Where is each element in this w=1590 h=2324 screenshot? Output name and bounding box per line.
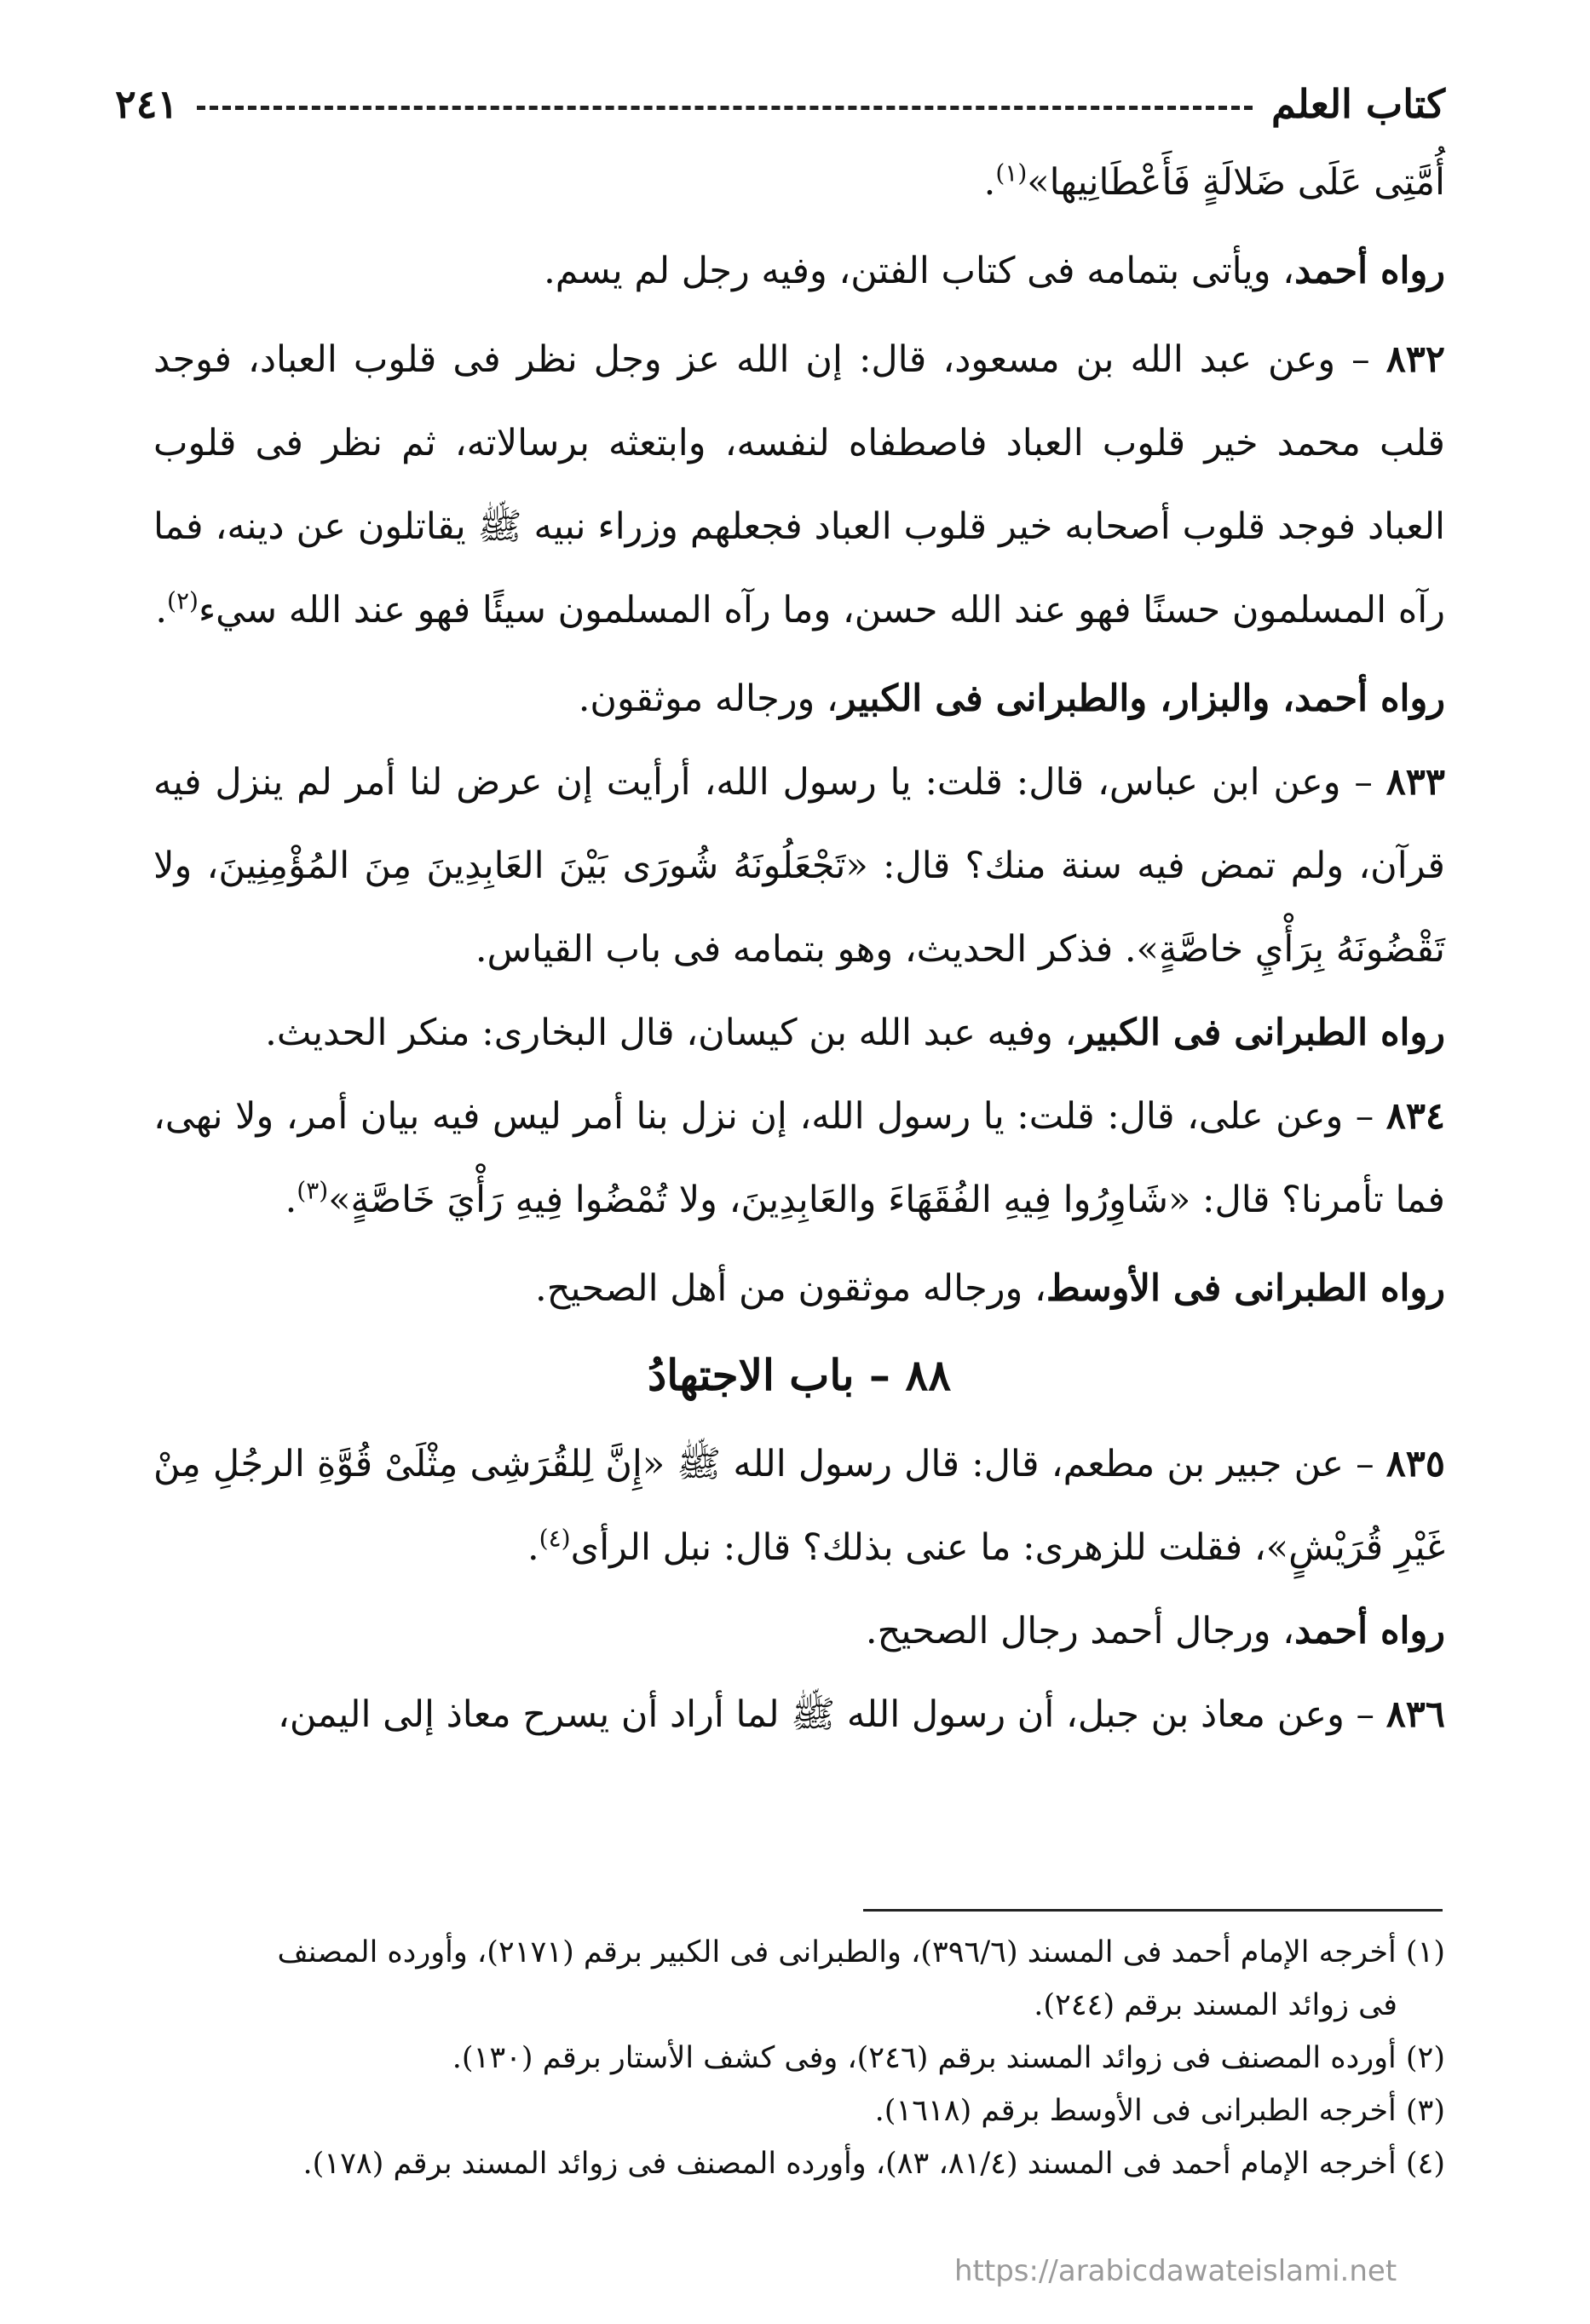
footnote-1 (153, 1926, 1445, 1979)
narration-rest: ، ويأتى بتمامه فى كتاب الفتن، وفيه رجل لم يسم. (544, 250, 1295, 292)
footnote-ref[interactable]: (١) (995, 159, 1028, 187)
narration-rest: ، ورجال أحمد رجال الصحيح. (865, 1610, 1295, 1652)
chapter-heading: ٨٨ – باب الاجتهادُ (647, 1350, 952, 1400)
hadith-text: – وعن معاذ بن جبل، أن رسول الله ﷺ لما أراد أن يسرح معاذ إلى اليمن، (277, 1693, 1375, 1736)
footnote-1-continuation (153, 1979, 1445, 2032)
header-dashed-rule (197, 106, 1253, 110)
hadith-number: ٨٣٣ (1385, 761, 1445, 804)
footnote-text: أورده المصنف فى زوائد المسند برقم (٢٤٦)، وفى كشف الأستار برقم (١٣٠). (452, 2041, 1397, 2075)
footnote-text: أخرجه الإمام أحمد فى المسند (٣٩٦/٦)، والطبرانى فى الكبير برقم (٢١٧١)، وأورده المصنف (277, 1935, 1397, 1969)
footnote-text: أخرجه الطبرانى فى الأوسط برقم (١٦١٨). (874, 2094, 1397, 2128)
hadith-text: – وعن ابن عباس، قال: قلت: يا رسول الله، أرأيت إن عرض لنا أمر لم ينزل فيه قرآن، ولم تمض فيه سنة منك؟ قال: «تَجْعَلُونَهُ شُورَى بَيْنَ العَابِدِينَ مِنَ المُؤْمِنِينَ، ولا تَقْضُونَهُ بِرَأْيِ خاصَّةٍ». فذكر الحديث، وهو بتمامه فى باب القياس. (153, 761, 1445, 971)
hadith-834 (153, 1075, 1445, 1242)
narration-note (153, 657, 1445, 741)
footnote-ref[interactable]: (٤) (539, 1524, 571, 1553)
footnote-number: (٣) (1405, 2094, 1445, 2128)
narrator-source: رواه أحمد (1294, 1610, 1445, 1652)
punct: . (983, 161, 996, 204)
hadith-833 (153, 741, 1445, 991)
narration-note (153, 229, 1445, 313)
running-header (115, 70, 1445, 138)
narrator-source: رواه أحمد، والبزار، والطبرانى فى الكبير (838, 678, 1445, 720)
footnote-ref[interactable]: (٣) (297, 1176, 329, 1205)
footnote-3 (153, 2085, 1445, 2137)
footnote-text: أخرجه الإمام أحمد فى المسند (٨١/٤، ٨٣)، وأورده المصنف فى زوائد المسند برقم (١٧٨). (302, 2147, 1397, 2181)
paragraph-continuation (153, 141, 1445, 224)
quote-text: أُمَّتِى عَلَى ضَلالَةٍ فَأَعْطَانِيها» (1027, 161, 1445, 204)
narrator-source: رواه الطبرانى فى الأوسط (1046, 1267, 1445, 1310)
punct: . (285, 1179, 297, 1221)
punct: . (527, 1526, 539, 1569)
watermark-url: https://arabicdawateislami.net (954, 2254, 1397, 2288)
footnotes (153, 1926, 1445, 2190)
page-number: ٢٤١ (115, 81, 179, 127)
hadith-number: ٨٣٥ (1385, 1443, 1445, 1485)
narrator-source: رواه الطبرانى فى الكبير (1076, 1012, 1445, 1054)
footnote-text: فى زوائد المسند برقم (٢٤٤). (1034, 1988, 1397, 2022)
hadith-text: – عن جبير بن مطعم، قال: قال رسول الله ﷺ «إِنَّ لِلقُرَشِى مِثْلَىْ قُوَّةِ الرجُلِ مِنْ غَيْرِ قُرَيْشٍ»، فقلت للزهرى: ما عنى بذلك؟ قال: نبل الرأى (153, 1443, 1445, 1569)
hadith-text: – وعن عبد الله بن مسعود، قال: إن الله عز وجل نظر فى قلوب العباد، فوجد قلب محمد خير قلوب العباد فاصطفاه لنفسه، وابتعثه برسالاته، ثم نظر فى قلوب العباد فوجد قلوب أصحابه خير قلوب العباد فجعلهم وزراء نبيه ﷺ يقاتلون عن دينه، فما رآه المسلمون حسنًا فهو عند الله حسن، وما رآه المسلمون سيئًا فهو عند الله سيء (153, 338, 1445, 631)
hadith-835 (153, 1422, 1445, 1589)
main-text (153, 141, 1445, 1756)
hadith-836 (153, 1673, 1445, 1756)
hadith-832 (153, 318, 1445, 652)
hadith-number: ٨٣٤ (1385, 1095, 1446, 1138)
narration-note (153, 1589, 1445, 1673)
footnote-separator (863, 1909, 1443, 1912)
narration-rest: ، ورجاله موثقون من أهل الصحيح. (535, 1267, 1046, 1310)
hadith-number: ٨٣٦ (1385, 1693, 1445, 1736)
footnote-number: (٤) (1405, 2147, 1445, 2181)
footnote-ref[interactable]: (٢) (167, 586, 199, 615)
narrator-source: رواه أحمد (1294, 250, 1445, 292)
hadith-number: ٨٣٢ (1385, 338, 1445, 381)
narration-note (153, 991, 1445, 1075)
footnote-4 (153, 2137, 1445, 2190)
punct: . (155, 589, 168, 631)
footnote-number: (١) (1405, 1935, 1445, 1969)
book-title: كتاب العلم (1271, 81, 1445, 127)
hadith-text: – وعن على، قال: قلت: يا رسول الله، إن نزل بنا أمر ليس فيه بيان أمر، ولا نهى، فما تأمرنا؟ قال: «شَاوِرُوا فِيهِ الفُقَهَاءَ والعَابِدِينَ، ولا تُمْضُوا فِيهِ رَأْيَ خَاصَّةٍ» (153, 1095, 1445, 1221)
narration-note (153, 1247, 1445, 1330)
footnote-2 (153, 2032, 1445, 2085)
footnote-number: (٢) (1405, 2041, 1445, 2075)
narration-rest: ، وفيه عبد الله بن كيسان، قال البخارى: منكر الحديث. (265, 1012, 1077, 1054)
narration-rest: ، ورجاله موثقون. (578, 678, 838, 720)
